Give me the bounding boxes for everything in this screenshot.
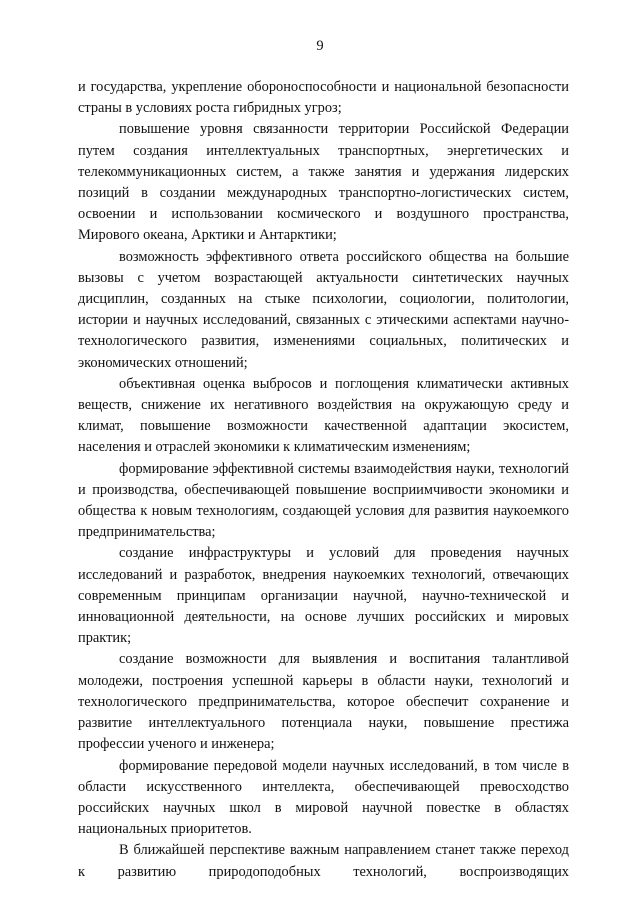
paragraph-9: В ближайшей перспективе важным направлением станет также переход к развитию природоподобных технологий, воспроизводящих [78, 842, 569, 880]
page-number: 9 [316, 38, 324, 54]
paragraph-6: создание инфраструктуры и условий для проведения научных исследований и разработок, внедрения наукоемких технологий, отвечающих современным принципам организации научной, научно-технической и инновационной деятельности, на основе лучших российских и мировых практик; [78, 545, 569, 647]
paragraph-5: формирование эффективной системы взаимодействия науки, технологий и производства, обеспечивающей повышение восприимчивости экономики и общества к новым технологиям, создающей условия для развития наукоемкого предпринимательства; [78, 460, 569, 541]
paragraph-7: создание возможности для выявления и воспитания талантливой молодежи, построения успешной карьеры в области науки, технологий и технологического предпринимательства, которое обеспечит сохранение и развитие интеллектуального потенциала науки, повышение престижа профессии ученого и инженера; [78, 651, 569, 753]
document-body [78, 77, 569, 883]
paragraph-4: объективная оценка выбросов и поглощения климатически активных веществ, снижение их негативного воздействия на окружающую среду и климат, повышение возможности качественной адаптации экосистем, населения и отраслей экономики к климатическим изменениям; [78, 375, 569, 456]
paragraph-3: возможность эффективного ответа российского общества на большие вызовы с учетом возрастающей актуальности синтетических научных дисциплин, созданных на стыке психологии, социологии, политологии, истории и научных исследований, связанных с этическими аспектами научно-технологического развития, изменениями социальных, политических и экономических отношений; [78, 248, 569, 371]
paragraph-2: повышение уровня связанности территории Российской Федерации путем создания интеллектуальных транспортных, энергетических и телекоммуникационных систем, а также занятия и удержания лидерских позиций в создании международных транспортно-логистических систем, освоении и использовании космического и воздушного пространства, Мирового океана, Арктики и Антарктики; [78, 121, 569, 244]
paragraph-1: и государства, укрепление обороноспособности и национальной безопасности страны в условиях роста гибридных угроз; [78, 79, 569, 117]
paragraph-8: формирование передовой модели научных исследований, в том числе в области искусственного интеллекта, обеспечивающей превосходство российских научных школ в мировой научной повестке в областях национальных приоритетов. [78, 757, 569, 838]
